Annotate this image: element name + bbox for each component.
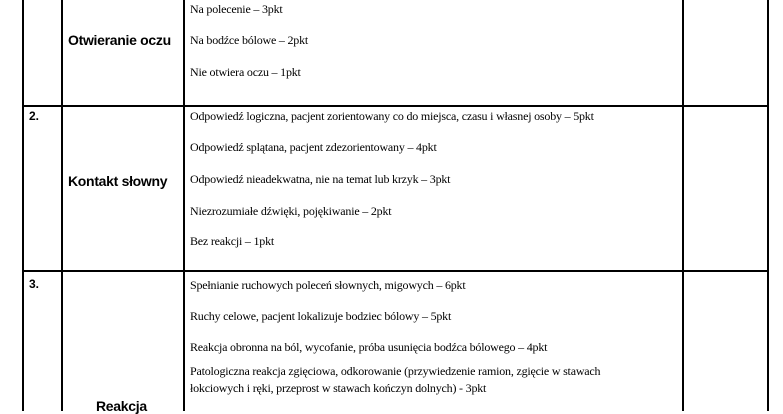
score-item: Spełnianie ruchowych poleceń słownych, migowych – 6pkt — [190, 278, 466, 292]
row-number: 3. — [29, 277, 40, 291]
table-border — [767, 0, 769, 411]
row-divider — [22, 270, 769, 272]
score-item: Niezrozumiałe dźwięki, pojękiwanie – 2pkt — [190, 204, 392, 218]
table-border — [22, 0, 24, 411]
score-item: Bez reakcji – 1pkt — [190, 234, 275, 248]
table-border — [682, 0, 684, 411]
score-item: Na bodźce bólowe – 2pkt — [190, 33, 309, 47]
score-item: Na polecenie – 3pkt — [190, 2, 283, 16]
score-item: Odpowiedź nieadekwatna, nie na temat lub krzyk – 3pkt — [190, 172, 451, 186]
table-border — [183, 0, 185, 411]
score-item: Odpowiedź splątana, pacjent zdezorientowany – 4pkt — [190, 140, 437, 154]
score-item: Ruchy celowe, pacjent lokalizuje bodziec bólowy – 5pkt — [190, 309, 452, 323]
row-divider — [22, 105, 769, 107]
table-border — [61, 0, 63, 411]
row-number: 2. — [29, 109, 40, 123]
score-item: łokciowych i ręki, przeprost w stawach kończyn dolnych) - 3pkt — [190, 381, 487, 395]
category-label: Otwieranie oczu — [68, 32, 171, 48]
score-item: Nie otwiera oczu – 1pkt — [190, 65, 301, 79]
score-item: Odpowiedź logiczna, pacjent zorientowany co do miejsca, czasu i własnej osoby – 5pkt — [190, 109, 594, 123]
category-label: Kontakt słowny — [68, 173, 168, 189]
score-item: Reakcja obronna na ból, wycofanie, próba usunięcia bodźca bólowego – 4pkt — [190, 340, 548, 354]
score-item: Patologiczna reakcja zgięciowa, odkorowanie (przywiedzenie ramion, zgięcie w stawach — [190, 364, 601, 378]
category-label: Reakcja — [96, 398, 147, 414]
